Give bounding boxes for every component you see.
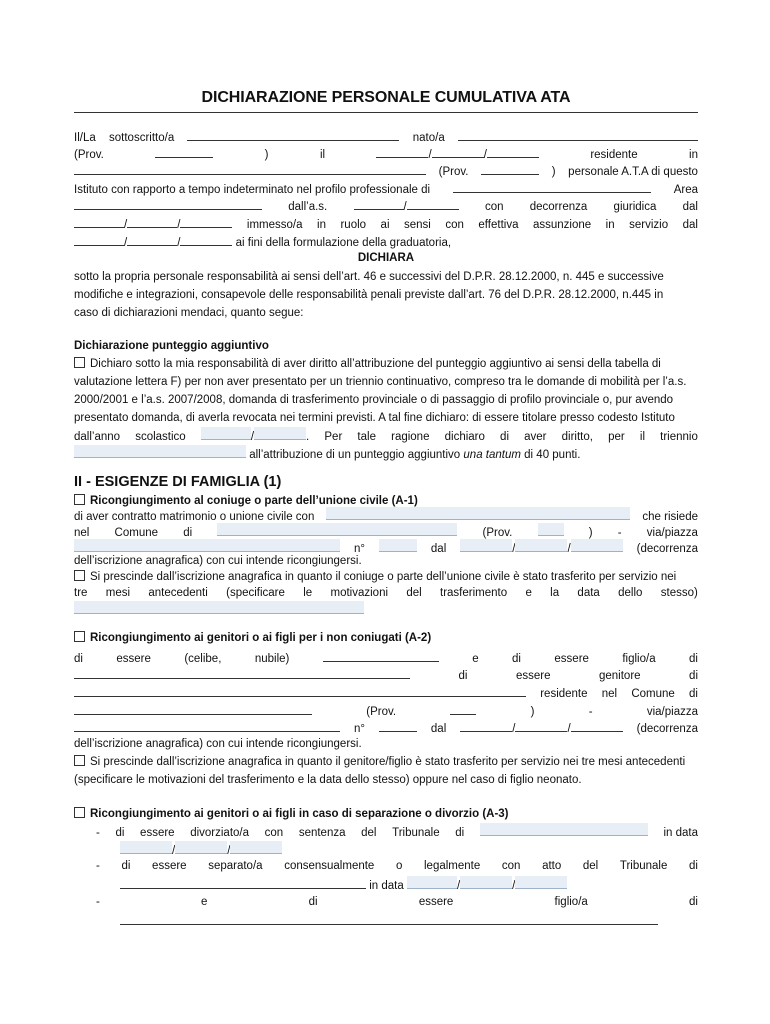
a1-street-field[interactable]: [74, 539, 340, 552]
dichiara-heading: DICHIARA: [357, 252, 415, 264]
a1-province-field[interactable]: [538, 523, 564, 536]
birthplace-field[interactable]: [458, 128, 698, 141]
separation-date-field[interactable]: / /: [407, 880, 567, 892]
intro-paragraph-3: caso di dichiarazioni mendaci, quanto segue:: [74, 307, 304, 319]
a2-exception-checkbox[interactable]: [74, 755, 85, 766]
a2-line-2: di essere genitore di: [74, 666, 698, 683]
aggiuntivo-line-3: 2000/2001 e l’a.s. 2007/2008, domanda di trasferimento provinciale o di passaggio di profilo provinciale o, pur avendo: [74, 394, 674, 406]
intro-line-1: Il/La sottoscritto/a nato/a: [74, 128, 698, 145]
document-page: [74, 0, 698, 1024]
a2-line-8: (specificare le motivazioni del trasferimento e la data dello stesso) oppure nel caso di figlio neonato.: [74, 774, 582, 786]
residence-province-field[interactable]: [481, 162, 539, 175]
a1-line-1: di aver contratto matrimonio o unione civile con che risiede: [74, 507, 698, 524]
a2-relative-field[interactable]: [74, 684, 526, 697]
a1-line-3: n° dal / / (decorrenza: [74, 539, 698, 556]
a1-line-5: Si prescinde dall’iscrizione anagrafica in quanto il coniuge o parte dell’unione civile è stato trasferito per servizio nei: [74, 569, 698, 586]
service-date-field[interactable]: / /: [74, 237, 232, 249]
a2-line-6: dell’iscrizione anagrafica) con cui intende ricongiungersi.: [74, 738, 362, 750]
name-field[interactable]: [187, 128, 399, 141]
section-2-heading: II - ESIGENZE DI FAMIGLIA (1): [74, 474, 282, 490]
divorce-date-field[interactable]: / /: [120, 845, 282, 857]
a1-checkbox[interactable]: [74, 494, 85, 505]
a1-line-4: dell’iscrizione anagrafica) con cui intende ricongiungersi.: [74, 555, 362, 567]
intro-paragraph-2: modifiche e integrazioni, consapevole delle responsabilità penali previste dall’art. 76 del D.P.R. 28.12.2000, n.445 in: [74, 289, 664, 301]
a2-parent-field[interactable]: [74, 666, 410, 679]
a2-province-field[interactable]: [450, 702, 476, 715]
birth-date-field[interactable]: / /: [376, 145, 538, 164]
residence-field[interactable]: [74, 162, 426, 175]
a2-number-field[interactable]: [379, 719, 417, 732]
marital-status-field[interactable]: [323, 649, 439, 662]
intro-paragraph-1: sotto la propria personale responsabilità ai sensi dell’art. 46 e successivi del D.P.R. 28.12.2000, n. 445 e successive: [74, 271, 664, 283]
a3-item-3: - e di essere figlio/a di: [96, 896, 698, 908]
a1-number-field[interactable]: [379, 539, 417, 552]
decorrenza-date-field[interactable]: / /: [74, 215, 232, 234]
a2-checkbox[interactable]: [74, 631, 85, 642]
a3-item-1: - di essere divorziato/a con sentenza del Tribunale di in data: [96, 823, 698, 840]
intro-line-6: / / immesso/a in ruolo ai sensi con effettiva assunzione in servizio dal: [74, 215, 698, 232]
a3-heading: Ricongiungimento ai genitori o ai figli in caso di separazione o divorzio (A-3): [74, 806, 698, 823]
a1-line-7: [74, 601, 698, 618]
aggiuntivo-heading: Dichiarazione punteggio aggiuntivo: [74, 340, 269, 352]
a3-item-2-detail: in data / /: [120, 876, 698, 893]
divorce-tribunal-field[interactable]: [480, 823, 648, 836]
aggiuntivo-line-5: dall’anno scolastico / . Per tale ragione dichiaro di aver diritto, per il triennio: [74, 427, 698, 444]
a3-parent-field[interactable]: [120, 912, 658, 925]
a1-line-2: nel Comune di (Prov. ) - via/piazza: [74, 523, 698, 540]
a3-item-1-date: [120, 841, 698, 858]
aggiuntivo-checkbox[interactable]: [74, 357, 85, 368]
intro-line-3: (Prov. ) personale A.T.A di questo: [74, 162, 698, 179]
a1-date-field[interactable]: / /: [460, 539, 622, 558]
a1-line-6: tre mesi antecedenti (specificare le motivazioni del trasferimento e la data dello stesso): [74, 587, 698, 599]
a2-line-1: di essere (celibe, nubile) e di essere figlio/a di: [74, 649, 698, 666]
a2-line-7: Si prescinde dall’iscrizione anagrafica in quanto il genitore/figlio è stato trasferito per servizio nei tre mesi antecedenti: [74, 754, 698, 771]
aggiuntivo-line-6: all’attribuzione di un punteggio aggiuntivo una tantum di 40 punti.: [74, 445, 698, 462]
a2-line-5: n° dal / / (decorrenza: [74, 719, 698, 736]
a2-street-field[interactable]: [74, 719, 340, 732]
page-title: DICHIARAZIONE PERSONALE CUMULATIVA ATA: [201, 89, 571, 106]
triennio-field[interactable]: [74, 445, 246, 458]
aggiuntivo-line-1: Dichiaro sotto la mia responsabilità di aver diritto all’attribuzione del punteggio aggiuntivo ai sensi della tabella di: [74, 356, 698, 373]
area-field[interactable]: [74, 197, 262, 210]
a2-line-3: residente nel Comune di: [74, 684, 698, 701]
birth-province-field[interactable]: [155, 145, 213, 158]
aggiuntivo-line-2: valutazione lettera F) per non aver presentato per un triennio continuativo, compreso tra le domande di mobilità per l’a.s.: [74, 376, 687, 388]
intro-line-4: Istituto con rapporto a tempo indeterminato nel profilo professionale di Area: [74, 180, 698, 197]
intro-line-7: / / ai fini della formulazione della graduatoria,: [74, 233, 698, 250]
school-year-field[interactable]: /: [354, 197, 459, 216]
a3-checkbox[interactable]: [74, 807, 85, 818]
a1-heading: Ricongiungimento al coniuge o parte dell’unione civile (A-1): [74, 493, 698, 510]
aggiuntivo-line-4: presentato domanda, di averla revocata nei termini previsti. A tal fine dichiaro: di essere titolare presso codesto Istituto: [74, 412, 675, 424]
a1-comune-field[interactable]: [217, 523, 457, 536]
profile-field[interactable]: [453, 180, 651, 193]
title-divider: [74, 112, 698, 113]
spouse-name-field[interactable]: [326, 507, 630, 520]
separation-tribunal-field[interactable]: [120, 876, 366, 889]
intro-line-2: (Prov. ) il / / residente in: [74, 145, 698, 162]
aggiuntivo-year-field[interactable]: / .: [201, 427, 309, 446]
a2-line-4: (Prov. ) - via/piazza: [74, 702, 698, 719]
a2-heading: Ricongiungimento ai genitori o ai figli per i non coniugati (A-2): [74, 630, 698, 647]
a3-item-2: - di essere separato/a consensualmente o legalmente con atto del Tribunale di: [96, 860, 698, 872]
a1-exception-checkbox[interactable]: [74, 570, 85, 581]
a3-item-3-field-line: [120, 912, 698, 929]
intro-line-5: dall’a.s. / con decorrenza giuridica dal: [74, 197, 698, 214]
a2-comune-field[interactable]: [74, 702, 312, 715]
a1-motivation-field[interactable]: [74, 601, 364, 614]
a2-date-field[interactable]: / /: [460, 719, 622, 738]
